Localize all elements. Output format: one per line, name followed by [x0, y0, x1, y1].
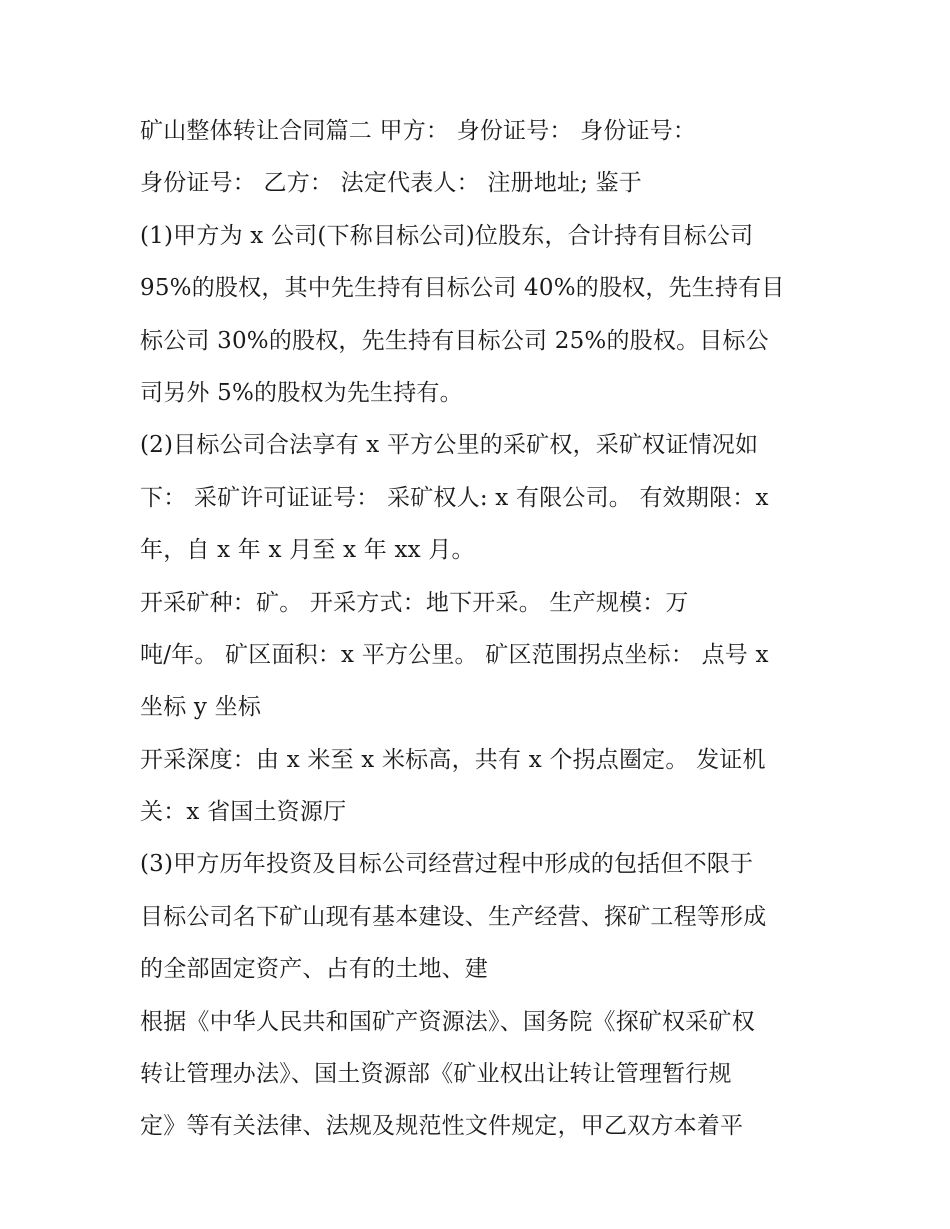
text-line: 司另外 5%的股权为先生持有。 [140, 379, 463, 406]
text-line: 转让管理办法》、国土资源部《矿业权出让转让管理暂行规 [140, 1061, 732, 1088]
text-line: 身份证号： 乙方： 法定代表人： 注册地址; 鉴于 [140, 170, 642, 197]
text-line: 根据《中华人民共和国矿产资源法》、国务院《探矿权采矿权 [140, 1008, 755, 1035]
text-line: 目标公司名下矿山现有基本建设、生产经营、探矿工程等形成 [140, 903, 767, 930]
text-line: 关：x 省国土资源厅 [140, 799, 347, 826]
text-line: (2)目标公司合法享有 x 平方公里的采矿权，采矿权证情况如 [140, 432, 759, 459]
text-line: 开采深度：由 x 米至 x 米标高，共有 x 个拐点圈定。 发证机 [140, 746, 766, 773]
text-line: (3)甲方历年投资及目标公司经营过程中形成的包括但不限于 [140, 851, 754, 878]
contract-body [140, 105, 830, 1153]
text-line: 矿山整体转让合同篇二 甲方： 身份证号： 身份证号： [140, 118, 697, 144]
text-line: 的全部固定资产、占有的土地、建 [140, 956, 488, 983]
text-line: 定》等有关法律、法规及规范性文件规定，甲乙双方本着平 [140, 1113, 744, 1140]
text-line: 95%的股权，其中先生持有目标公司 40%的股权，先生持有目 [140, 275, 785, 302]
text-line: 标公司 30%的股权，先生持有目标公司 25%的股权。目标公 [140, 327, 769, 354]
text-line: 年，自 x 年 x 月至 x 年 xx 月。 [140, 537, 475, 564]
text-line: 下： 采矿许可证证号： 采矿权人: x 有限公司。 有效期限：x [140, 484, 769, 511]
text-line: 坐标 y 坐标 [140, 694, 262, 721]
text-line: 开采矿种：矿。 开采方式：地下开采。 生产规模：万 [140, 589, 689, 616]
text-line: (1)甲方为 x 公司(下称目标公司)位股东，合计持有目标公司 [140, 222, 754, 249]
text-line: 吨/年。 矿区面积：x 平方公里。 矿区范围拐点坐标： 点号 x [140, 641, 769, 668]
